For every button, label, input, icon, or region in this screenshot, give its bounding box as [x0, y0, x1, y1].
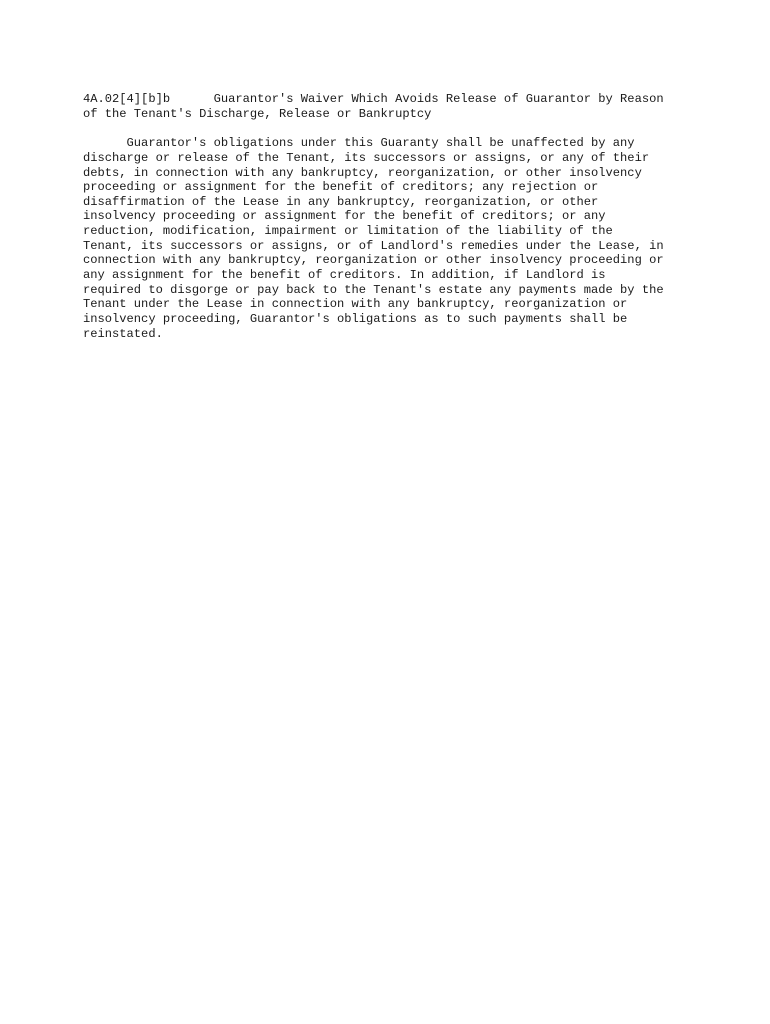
body-line: required to disgorge or pay back to the Tenant's estate any payments made by the: [83, 282, 664, 297]
body-line: any assignment for the benefit of creditors. In addition, if Landlord is: [83, 268, 606, 283]
body-line: reinstated.: [83, 326, 163, 341]
body-line: discharge or release of the Tenant, its successors or assigns, or any of their: [83, 150, 650, 165]
body-line: connection with any bankruptcy, reorganization or other insolvency proceeding or: [83, 253, 664, 268]
document-text: [83, 92, 693, 341]
body-line: proceeding or assignment for the benefit of creditors; any rejection or: [83, 180, 599, 195]
body-line: disaffirmation of the Lease in any bankruptcy, reorganization, or other: [83, 194, 599, 209]
heading-line: 4A.02[4][b]b Guarantor's Waiver Which Avoids Release of Guarantor by Reason: [83, 92, 664, 106]
body-line: Guarantor's obligations under this Guaranty shall be unaffected by any: [83, 136, 635, 151]
section-heading: [83, 92, 693, 121]
heading-line: of the Tenant's Discharge, Release or Bankruptcy: [83, 106, 432, 121]
body-line: insolvency proceeding, Guarantor's obligations as to such payments shall be: [83, 311, 628, 326]
paragraph-spacer: [83, 121, 693, 136]
body-line: insolvency proceeding or assignment for the benefit of creditors; or any: [83, 209, 606, 224]
body-paragraph: [83, 136, 693, 341]
body-line: Tenant, its successors or assigns, or of Landlord's remedies under the Lease, in: [83, 238, 664, 253]
body-line: debts, in connection with any bankruptcy, reorganization, or other insolvency: [83, 165, 642, 180]
body-line: reduction, modification, impairment or limitation of the liability of the: [83, 224, 613, 239]
body-line: Tenant under the Lease in connection with any bankruptcy, reorganization or: [83, 297, 628, 312]
